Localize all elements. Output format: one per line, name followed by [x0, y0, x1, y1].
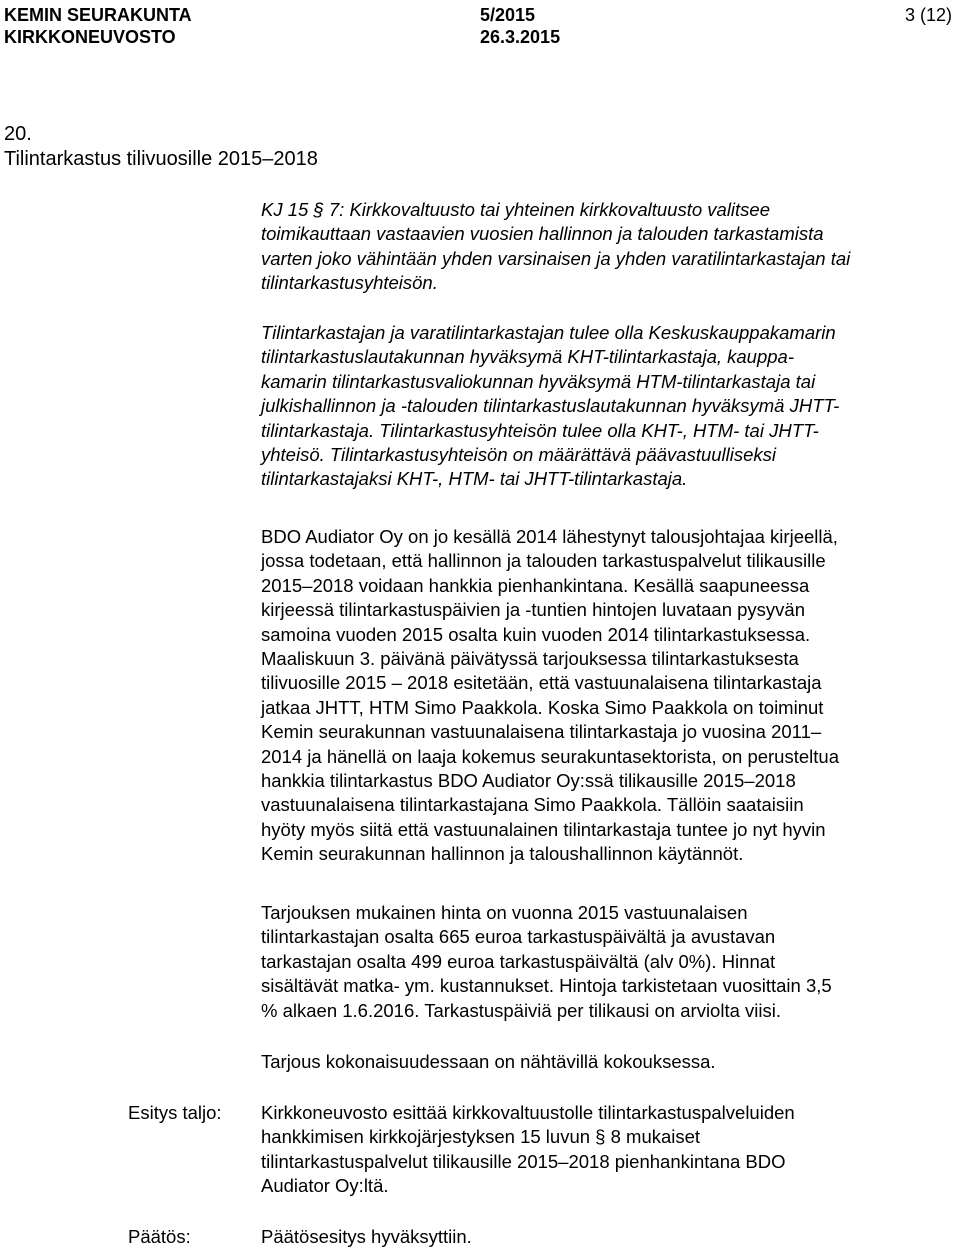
- header-page-number: 3 (12): [905, 5, 953, 25]
- text-line: BDO Audiator Oy on jo kesällä 2014 lähestynyt talousjohtajaa kirjeellä,: [261, 526, 838, 547]
- text-line: jossa todetaan, että hallinnon ja talouden tarkastuspalvelut tilikausille: [261, 550, 826, 572]
- text-line: sisältävät matka- ym. kustannukset. Hintoja tarkistetaan vuosittain 3,5: [261, 975, 832, 997]
- text-line: tilintarkastuspalvelut tilikausille 2015–2018 pienhankintana BDO: [261, 1150, 786, 1172]
- header-date: 26.3.2015: [480, 27, 561, 47]
- text-line: toimikauttaan vastaavien vuosien hallinnon ja talouden tarkastamista: [261, 223, 824, 245]
- text-line: Kemin seurakunnan hallinnon ja taloushallinnon käytännöt.: [261, 843, 744, 865]
- text-line: Tarjouksen mukainen hinta on vuonna 2015 vastuunalaisen: [261, 902, 748, 923]
- text-line: tilintarkastajan osalta 665 euroa tarkastuspäivältä ja avustavan: [261, 926, 776, 948]
- text-line: Kemin seurakunnan vastuunalaisena tilintarkastaja jo vuosina 2011–: [261, 721, 822, 743]
- text-line: % alkaen 1.6.2016. Tarkastuspäiviä per tilikausi on arviolta viisi.: [261, 999, 781, 1021]
- text-line: Kirkkoneuvosto esittää kirkkovaltuustolle tilintarkastuspalveluiden: [261, 1102, 795, 1123]
- paragraph-pricing: [261, 901, 956, 1023]
- text-line: tarkastajan osalta 499 euroa tarkastuspäivältä (alv 0%). Hinnat: [261, 950, 776, 972]
- text-line: tilivuosille 2015 – 2018 esitetään, että vastuunalaisena tilintarkastaja: [261, 672, 822, 694]
- text-line: julkishallinnon ja -talouden tilintarkastuslautakunnan hyväksymä JHTT-: [261, 395, 840, 417]
- text-line: Tilintarkastajan ja varatilintarkastajan tulee olla Keskuskauppakamarin: [261, 322, 836, 343]
- paragraph-bdo-offer: [261, 525, 956, 867]
- header-issue: 5/2015: [480, 5, 536, 25]
- header-org: KEMIN SEURAKUNTA: [4, 5, 192, 25]
- text-line: tilintarkastajaksi KHT-, HTM- tai JHTT-tilintarkastaja.: [261, 468, 688, 490]
- paragraph-availability: [261, 1050, 956, 1074]
- text-line: samoina vuoden 2015 osalta kuin vuoden 2014 tilintarkastuksessa.: [261, 623, 811, 645]
- paragraph-law-citation: [261, 198, 956, 296]
- paragraph-auditor-requirements: [261, 321, 956, 492]
- proposal-label: Esitys taljo:: [128, 1102, 222, 1123]
- text-line: hankkia tilintarkastus BDO Audiator Oy:ssä tilikausille 2015–2018: [261, 770, 796, 792]
- text-line: 2015–2018 voidaan hankkia pienhankintana. Kesällä saapuneessa: [261, 574, 810, 596]
- text-line: tilintarkastaja. Tilintarkastusyhteisön tulee olla KHT-, HTM- tai JHTT-: [261, 419, 819, 441]
- proposal-text: [261, 1101, 956, 1199]
- section-title: Tilintarkastus tilivuosille 2015–2018: [4, 148, 318, 170]
- header-body: KIRKKONEUVOSTO: [4, 27, 176, 47]
- text-line: varten joko vähintään yhden varsinaisen ja yhden varatilintarkastajan tai: [261, 247, 851, 269]
- decision-label: Päätös:: [128, 1226, 191, 1247]
- text-line: Päätösesitys hyväksyttiin.: [261, 1226, 472, 1247]
- text-line: kirjeessä tilintarkastuspäivien ja -tuntien hintojen luvataan pysyvän: [261, 599, 805, 621]
- text-line: hankkimisen kirkkojärjestyksen 15 luvun § 8 mukaiset: [261, 1126, 701, 1148]
- text-line: Tarjous kokonaisuudessaan on nähtävillä kokouksessa.: [261, 1051, 716, 1072]
- text-line: Maaliskuun 3. päivänä päivätyssä tarjouksessa tilintarkastuksesta: [261, 648, 799, 670]
- text-line: 2014 ja hänellä on laaja kokemus seurakuntasektorista, on perusteltua: [261, 745, 839, 767]
- decision-text: [261, 1225, 956, 1249]
- text-line: hyöty myös siitä että vastuunalainen tilintarkastaja tuntee jo nyt hyvin: [261, 818, 826, 840]
- text-line: vastuunalaisena tilintarkastajana Simo Paakkola. Tällöin saataisiin: [261, 794, 804, 816]
- text-line: jatkaa JHTT, HTM Simo Paakkola. Koska Simo Paakkola on toiminut: [261, 696, 824, 718]
- section-number: 20.: [4, 123, 32, 145]
- text-line: Audiator Oy:ltä.: [261, 1175, 389, 1197]
- text-line: kamarin tilintarkastusvaliokunnan hyväksymä HTM-tilintarkastaja tai: [261, 370, 816, 392]
- text-line: yhteisö. Tilintarkastusyhteisön on määrättävä päävastuulliseksi: [261, 444, 777, 466]
- text-line: tilintarkastuslautakunnan hyväksymä KHT-tilintarkastaja, kauppa-: [261, 346, 794, 368]
- text-line: KJ 15 § 7: Kirkkovaltuusto tai yhteinen kirkkovaltuusto valitsee: [261, 199, 771, 220]
- text-line: tilintarkastusyhteisön.: [261, 272, 438, 294]
